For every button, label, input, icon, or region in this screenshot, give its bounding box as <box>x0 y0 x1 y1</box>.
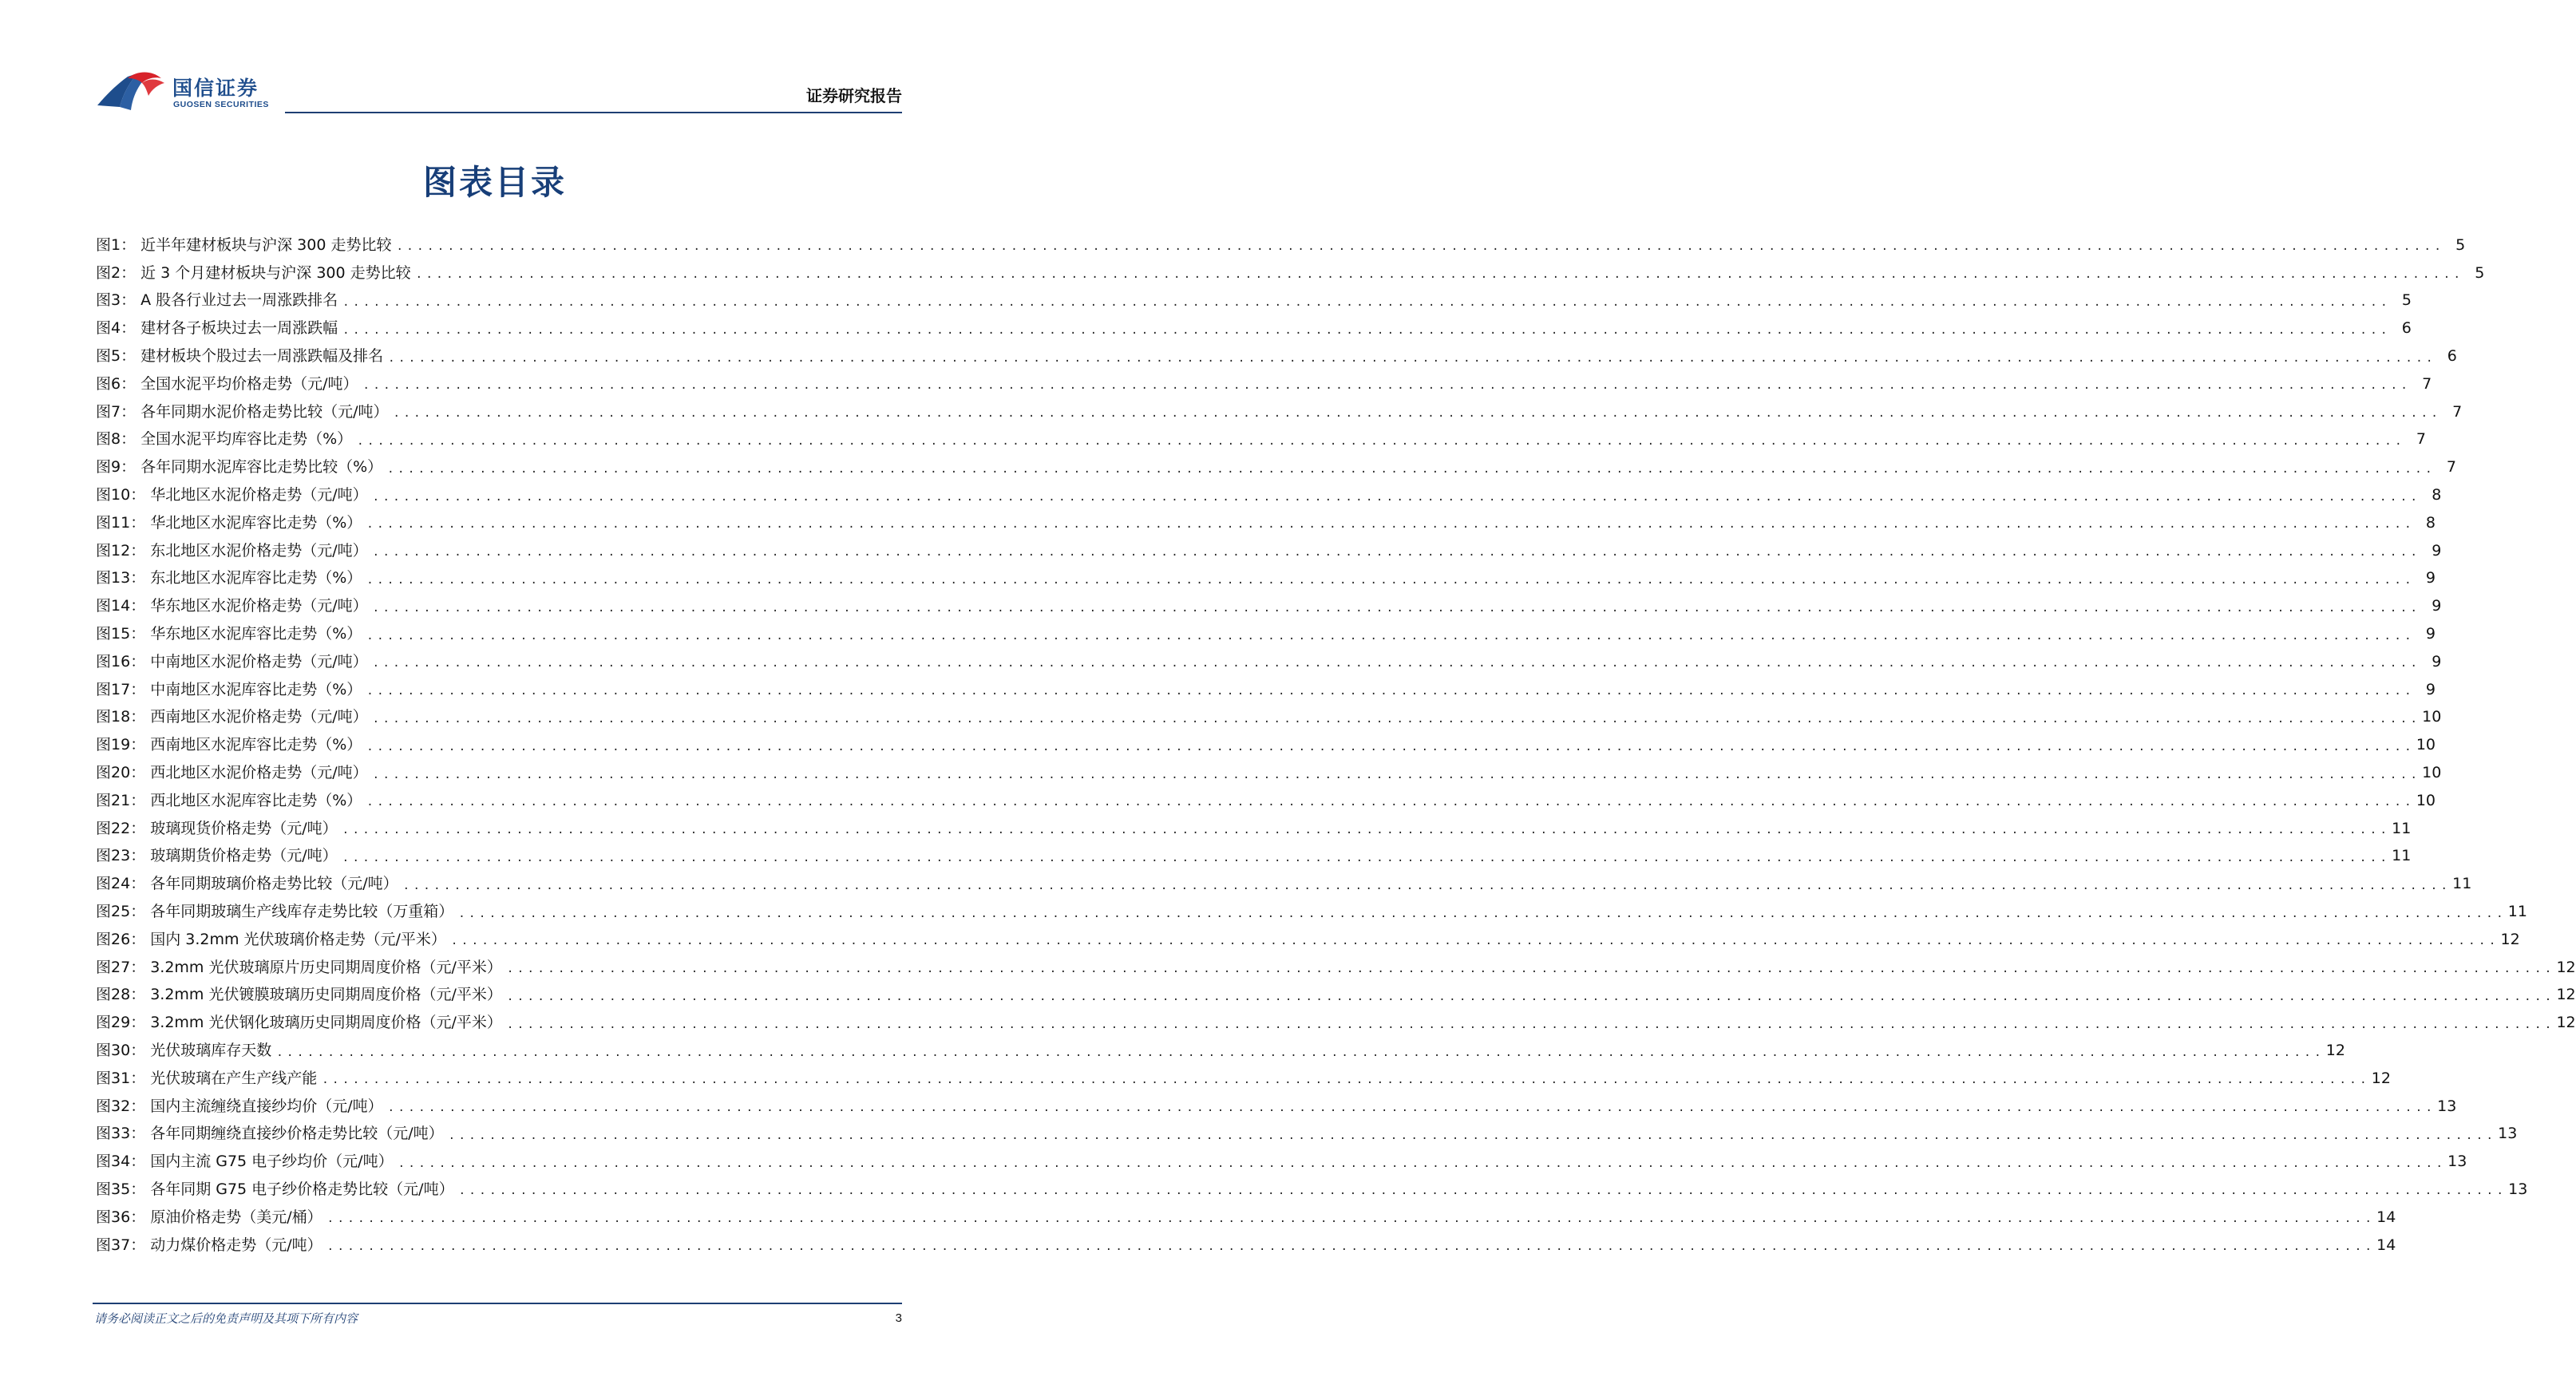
toc-separator: ： <box>130 958 146 976</box>
toc-dot-leader: ........................................................................................................................................................................................................ <box>342 295 2391 309</box>
toc-figure-label: 图8 <box>96 430 121 449</box>
toc-separator: ： <box>130 930 146 948</box>
report-type-label: 证券研究报告 <box>806 86 902 105</box>
toc-page-number: 5 <box>2401 291 2412 310</box>
toc-page-number: 8 <box>2425 513 2436 532</box>
toc-figure-title: 近半年建材板块与沪深 300 走势比较 <box>140 235 392 254</box>
toc-dot-leader: ........................................................................................................................................................................................................ <box>362 379 2412 393</box>
toc-entry[interactable] <box>96 898 2527 926</box>
toc-page-number: 6 <box>2447 347 2457 366</box>
toc-figure-title: 西北地区水泥库容比走势（%） <box>150 791 362 809</box>
toc-entry[interactable] <box>96 1037 2345 1065</box>
toc-figure-label: 图19 <box>96 736 131 754</box>
toc-entry[interactable] <box>96 815 2412 843</box>
toc-dot-leader: ........................................................................................................................................................................................................ <box>342 323 2391 337</box>
toc-separator: ： <box>130 569 146 587</box>
toc-figure-title: 原油价格走势（美元/桶） <box>150 1208 322 1226</box>
toc-entry[interactable] <box>96 1121 2518 1149</box>
toc-entry[interactable] <box>96 342 2457 370</box>
toc-entry[interactable] <box>96 259 2485 287</box>
toc-dot-leader: ........................................................................................................................................................................................................ <box>415 268 2464 282</box>
toc-dot-leader: ........................................................................................................................................................................................................ <box>366 629 2416 643</box>
toc-figure-label: 图35 <box>96 1180 131 1198</box>
toc-dot-leader: ........................................................................................................................................................................................................ <box>458 1184 2507 1198</box>
toc-figure-label: 图21 <box>96 791 131 809</box>
toc-figure-title: 华北地区水泥库容比走势（%） <box>150 513 362 532</box>
toc-entry[interactable] <box>96 676 2436 704</box>
toc-figure-title: 3.2mm 光伏钢化玻璃历史同期周度价格（元/平米） <box>150 1014 502 1032</box>
toc-figure-title: 近 3 个月建材板块与沪深 300 走势比较 <box>140 263 411 282</box>
toc-page-number: 12 <box>2371 1069 2391 1087</box>
page-header <box>96 69 902 117</box>
toc-separator: ： <box>130 1153 146 1171</box>
toc-dot-leader: ........................................................................................................................................................................................................ <box>388 351 2436 365</box>
toc-dot-leader: ........................................................................................................................................................................................................ <box>366 740 2416 753</box>
toc-page-number: 14 <box>2376 1208 2396 1226</box>
toc-entry[interactable] <box>96 370 2432 398</box>
toc-separator: ： <box>121 235 137 254</box>
toc-entry[interactable] <box>96 565 2436 593</box>
toc-page-number: 7 <box>2422 374 2432 393</box>
toc-figure-title: 各年同期玻璃价格走势比较（元/吨） <box>150 875 398 893</box>
toc-figure-title: 全国水泥平均库容比走势（%） <box>140 430 353 449</box>
toc-entry[interactable] <box>96 1009 2576 1037</box>
toc-dot-leader: ........................................................................................................................................................................................................ <box>276 1046 2325 1059</box>
toc-page-number: 12 <box>2556 986 2576 1004</box>
toc-figure-label: 图1 <box>96 235 121 254</box>
toc-figure-title: 各年同期玻璃生产线库存走势比较（万重箱） <box>150 903 454 921</box>
toc-figure-label: 图23 <box>96 847 131 865</box>
toc-dot-leader: ........................................................................................................................................................................................................ <box>372 768 2421 781</box>
toc-page-number: 9 <box>2432 597 2442 615</box>
toc-entry[interactable] <box>96 481 2442 509</box>
toc-dot-leader: ........................................................................................................................................................................................................ <box>398 1157 2447 1170</box>
toc-entry[interactable] <box>96 954 2576 982</box>
toc-separator: ： <box>130 513 146 532</box>
toc-entry[interactable] <box>96 926 2520 954</box>
toc-figure-title: 东北地区水泥库容比走势（%） <box>150 569 362 587</box>
toc-separator: ： <box>121 319 137 338</box>
toc-figure-label: 图29 <box>96 1014 131 1032</box>
toc-figure-label: 图2 <box>96 263 121 282</box>
toc-dot-leader: ........................................................................................................................................................................................................ <box>372 546 2421 560</box>
toc-figure-label: 图36 <box>96 1208 131 1226</box>
toc-page-number: 10 <box>2422 764 2442 782</box>
toc-dot-leader: ........................................................................................................................................................................................................ <box>387 462 2436 476</box>
toc-figure-title: 中南地区水泥价格走势（元/吨） <box>150 652 368 670</box>
toc-separator: ： <box>121 430 137 449</box>
toc-separator: ： <box>121 347 137 366</box>
toc-figure-title: 光伏玻璃在产生产线产能 <box>150 1069 318 1087</box>
disclaimer-note: 请务必阅读正文之后的免责声明及其项下所有内容 <box>94 1311 358 1326</box>
toc-separator: ： <box>121 263 137 282</box>
page-title: 图表目录 <box>422 163 567 202</box>
toc-entry[interactable] <box>96 1204 2396 1232</box>
toc-figure-label: 图9 <box>96 458 121 477</box>
toc-separator: ： <box>130 625 146 643</box>
toc-figure-label: 图37 <box>96 1236 131 1254</box>
toc-entry[interactable] <box>96 314 2412 342</box>
toc-figure-label: 图22 <box>96 819 131 837</box>
toc-page-number: 13 <box>2437 1097 2457 1115</box>
toc-separator: ： <box>130 1069 146 1087</box>
toc-figure-title: 玻璃期货价格走势（元/吨） <box>150 847 338 865</box>
toc-figure-title: 玻璃现货价格走势（元/吨） <box>150 819 338 837</box>
toc-figure-title: 西南地区水泥价格走势（元/吨） <box>150 708 368 726</box>
toc-figure-label: 图11 <box>96 513 131 532</box>
toc-entry[interactable] <box>96 592 2442 620</box>
toc-entry[interactable] <box>96 1065 2391 1093</box>
toc-separator: ： <box>130 986 146 1004</box>
header-divider <box>285 112 902 113</box>
toc-figure-title: 建材板块个股过去一周涨跌幅及排名 <box>140 347 384 366</box>
toc-entry[interactable] <box>96 1148 2467 1176</box>
toc-separator: ： <box>130 1236 146 1254</box>
toc-dot-leader: ........................................................................................................................................................................................................ <box>372 712 2421 726</box>
toc-entry[interactable] <box>96 537 2442 565</box>
toc-page-number: 11 <box>2452 875 2472 893</box>
toc-entry[interactable] <box>96 731 2436 759</box>
toc-separator: ： <box>130 875 146 893</box>
toc-dot-leader: ........................................................................................................................................................................................................ <box>506 990 2555 1003</box>
toc-entry[interactable] <box>96 426 2426 454</box>
toc-separator: ： <box>130 1125 146 1143</box>
toc-entry[interactable] <box>96 620 2436 648</box>
toc-figure-title: 西北地区水泥价格走势（元/吨） <box>150 764 368 782</box>
logo-chinese-name: 国信证券 <box>172 77 259 100</box>
toc-figure-title: A 股各行业过去一周涨跌排名 <box>140 291 338 310</box>
logo-english-name: GUOSEN SECURITIES <box>173 100 269 109</box>
toc-separator: ： <box>130 708 146 726</box>
toc-separator: ： <box>130 597 146 615</box>
toc-dot-leader: ........................................................................................................................................................................................................ <box>372 657 2421 670</box>
toc-dot-leader: ........................................................................................................................................................................................................ <box>366 685 2416 698</box>
toc-figure-label: 图20 <box>96 764 131 782</box>
table-of-figures <box>96 231 2576 1259</box>
toc-page-number: 9 <box>2425 680 2436 698</box>
toc-figure-title: 华东地区水泥价格走势（元/吨） <box>150 597 368 615</box>
toc-dot-leader: ........................................................................................................................................................................................................ <box>357 434 2405 448</box>
toc-figure-label: 图16 <box>96 652 131 670</box>
toc-figure-title: 3.2mm 光伏玻璃原片历史同期周度价格（元/平米） <box>150 958 502 976</box>
toc-entry[interactable] <box>96 982 2576 1010</box>
toc-figure-label: 图14 <box>96 597 131 615</box>
toc-separator: ： <box>130 1208 146 1226</box>
toc-separator: ： <box>130 1097 146 1115</box>
toc-figure-label: 图12 <box>96 541 131 560</box>
toc-figure-label: 图24 <box>96 875 131 893</box>
toc-figure-title: 东北地区水泥价格走势（元/吨） <box>150 541 368 560</box>
toc-entry[interactable] <box>96 648 2442 676</box>
toc-figure-label: 图7 <box>96 402 121 421</box>
toc-separator: ： <box>130 1180 146 1198</box>
toc-figure-title: 全国水泥平均价格走势（元/吨） <box>140 374 358 393</box>
toc-dot-leader: ........................................................................................................................................................................................................ <box>450 935 2499 948</box>
toc-figure-label: 图13 <box>96 569 131 587</box>
toc-figure-label: 图10 <box>96 486 131 504</box>
toc-page-number: 7 <box>2446 458 2456 477</box>
toc-dot-leader: ........................................................................................................................................................................................................ <box>393 407 2442 421</box>
toc-separator: ： <box>130 903 146 921</box>
toc-figure-label: 图31 <box>96 1069 131 1087</box>
guosen-logo-icon <box>96 70 168 115</box>
toc-separator: ： <box>130 541 146 560</box>
footer-divider <box>93 1303 902 1304</box>
toc-dot-leader: ........................................................................................................................................................................................................ <box>506 1018 2555 1031</box>
toc-figure-title: 各年同期 G75 电子纱价格走势比较（元/吨） <box>150 1180 454 1198</box>
toc-page-number: 9 <box>2432 541 2442 560</box>
toc-figure-label: 图6 <box>96 374 121 393</box>
toc-separator: ： <box>121 291 137 310</box>
toc-entry[interactable] <box>96 231 2466 259</box>
toc-page-number: 7 <box>2416 430 2426 449</box>
toc-page-number: 14 <box>2376 1236 2396 1254</box>
toc-figure-label: 图28 <box>96 986 131 1004</box>
toc-dot-leader: ........................................................................................................................................................................................................ <box>342 851 2391 864</box>
toc-figure-title: 中南地区水泥库容比走势（%） <box>150 680 362 698</box>
toc-separator: ： <box>121 402 137 421</box>
toc-page-number: 9 <box>2425 569 2436 587</box>
toc-separator: ： <box>121 374 137 393</box>
toc-page-number: 12 <box>2325 1042 2345 1059</box>
toc-separator: ： <box>130 680 146 698</box>
toc-separator: ： <box>130 847 146 865</box>
toc-figure-title: 各年同期水泥库容比走势比较（%） <box>140 458 383 477</box>
toc-entry[interactable] <box>96 287 2412 315</box>
toc-dot-leader: ........................................................................................................................................................................................................ <box>506 963 2555 976</box>
toc-figure-title: 光伏玻璃库存天数 <box>150 1042 272 1059</box>
guosen-logo <box>96 70 283 115</box>
toc-figure-title: 国内主流 G75 电子纱均价（元/吨） <box>150 1153 394 1171</box>
toc-entry[interactable] <box>96 398 2463 426</box>
toc-figure-label: 图27 <box>96 958 131 976</box>
toc-dot-leader: ........................................................................................................................................................................................................ <box>326 1240 2376 1254</box>
toc-page-number: 7 <box>2452 402 2463 421</box>
toc-figure-title: 华东地区水泥库容比走势（%） <box>150 625 362 643</box>
toc-page-number: 9 <box>2425 625 2436 643</box>
toc-separator: ： <box>130 736 146 754</box>
toc-entry[interactable] <box>96 759 2442 787</box>
toc-entry[interactable] <box>96 1093 2457 1121</box>
toc-separator: ： <box>121 458 137 477</box>
toc-entry[interactable] <box>96 843 2412 871</box>
toc-figure-label: 图17 <box>96 680 131 698</box>
toc-figure-label: 图26 <box>96 930 131 948</box>
toc-figure-label: 图3 <box>96 291 121 310</box>
toc-dot-leader: ........................................................................................................................................................................................................ <box>326 1212 2376 1226</box>
toc-separator: ： <box>130 652 146 670</box>
toc-dot-leader: ........................................................................................................................................................................................................ <box>448 1129 2497 1142</box>
toc-dot-leader: ........................................................................................................................................................................................................ <box>366 796 2416 809</box>
toc-separator: ： <box>130 486 146 504</box>
toc-dot-leader: ........................................................................................................................................................................................................ <box>372 490 2421 504</box>
toc-entry[interactable] <box>96 453 2456 481</box>
toc-entry[interactable] <box>96 1232 2396 1260</box>
toc-figure-label: 图25 <box>96 903 131 921</box>
toc-figure-label: 图4 <box>96 319 121 338</box>
toc-entry[interactable] <box>96 509 2436 537</box>
toc-entry[interactable] <box>96 870 2472 898</box>
toc-entry[interactable] <box>96 1176 2528 1204</box>
toc-separator: ： <box>130 764 146 782</box>
toc-page-number: 9 <box>2432 652 2442 670</box>
toc-dot-leader: ........................................................................................................................................................................................................ <box>342 824 2391 837</box>
toc-dot-leader: ........................................................................................................................................................................................................ <box>396 240 2445 254</box>
toc-figure-title: 国内主流缠绕直接纱均价（元/吨） <box>150 1097 383 1115</box>
toc-figure-label: 图18 <box>96 708 131 726</box>
toc-page-number: 5 <box>2455 235 2466 254</box>
toc-page-number: 13 <box>2508 1180 2528 1198</box>
toc-page-number: 11 <box>2507 903 2527 921</box>
page-number: 3 <box>895 1311 902 1325</box>
toc-page-number: 10 <box>2422 708 2442 726</box>
toc-page-number: 10 <box>2416 736 2436 754</box>
toc-figure-title: 3.2mm 光伏镀膜玻璃历史同期周度价格（元/平米） <box>150 986 502 1004</box>
toc-dot-leader: ........................................................................................................................................................................................................ <box>458 907 2507 920</box>
toc-figure-title: 各年同期水泥价格走势比较（元/吨） <box>140 402 389 421</box>
toc-figure-title: 动力煤价格走势（元/吨） <box>150 1236 322 1254</box>
toc-separator: ： <box>130 1014 146 1032</box>
toc-separator: ： <box>130 791 146 809</box>
toc-figure-label: 图15 <box>96 625 131 643</box>
toc-page-number: 12 <box>2556 1014 2576 1032</box>
toc-page-number: 8 <box>2432 486 2442 504</box>
toc-figure-title: 华北地区水泥价格走势（元/吨） <box>150 486 368 504</box>
toc-page-number: 11 <box>2392 819 2412 837</box>
toc-dot-leader: ........................................................................................................................................................................................................ <box>387 1101 2436 1115</box>
toc-figure-title: 建材各子板块过去一周涨跌幅 <box>140 319 338 338</box>
toc-page-number: 13 <box>2447 1153 2467 1171</box>
toc-page-number: 12 <box>2556 958 2576 976</box>
toc-figure-title: 国内 3.2mm 光伏玻璃价格走势（元/平米） <box>150 930 446 948</box>
toc-page-number: 11 <box>2392 847 2412 865</box>
toc-entry[interactable] <box>96 704 2442 732</box>
toc-separator: ： <box>130 1042 146 1059</box>
toc-dot-leader: ........................................................................................................................................................................................................ <box>322 1074 2370 1087</box>
toc-page-number: 6 <box>2401 319 2412 338</box>
toc-figure-label: 图30 <box>96 1042 131 1059</box>
toc-separator: ： <box>130 819 146 837</box>
toc-figure-title: 西南地区水泥库容比走势（%） <box>150 736 362 754</box>
toc-page-number: 13 <box>2498 1125 2518 1143</box>
toc-page-number: 5 <box>2475 263 2485 282</box>
toc-entry[interactable] <box>96 787 2436 815</box>
toc-figure-label: 图34 <box>96 1153 131 1171</box>
toc-page-number: 10 <box>2416 791 2436 809</box>
toc-figure-label: 图32 <box>96 1097 131 1115</box>
toc-figure-title: 各年同期缠绕直接纱价格走势比较（元/吨） <box>150 1125 444 1143</box>
toc-dot-leader: ........................................................................................................................................................................................................ <box>402 879 2451 892</box>
toc-dot-leader: ........................................................................................................................................................................................................ <box>366 518 2416 532</box>
toc-figure-label: 图5 <box>96 347 121 366</box>
toc-dot-leader: ........................................................................................................................................................................................................ <box>366 573 2416 587</box>
toc-page-number: 12 <box>2500 930 2520 948</box>
toc-figure-label: 图33 <box>96 1125 131 1143</box>
toc-dot-leader: ........................................................................................................................................................................................................ <box>372 601 2421 615</box>
